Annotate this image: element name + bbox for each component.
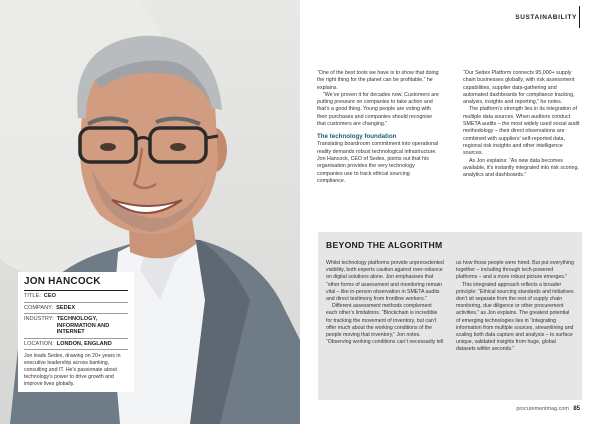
paragraph: “Our Sedex Platform connects 95,000+ supply chain businesses globally, with risk assessment capabilities, supplier data-gathering and automated dashboards for compliance tracking, analysis, insights and reporting,” he notes. (463, 70, 575, 106)
field-label: COMPANY: (24, 304, 54, 311)
profile-card (18, 272, 134, 392)
page-footer (516, 406, 580, 412)
article-column-right (463, 70, 581, 179)
paragraph: “We’ve proven it for decades now. Customers are putting pressure on companies to take action and that’s a good thing. Young people are voting with their purchases and companies should recognise that customers are changing.” (317, 91, 439, 128)
box-title: BEYOND THE ALGORITHM (326, 240, 443, 250)
paragraph: Different assessment methods complement each other’s limitations. “Blockchain is incredible for tracking the movement of inventory, but can’t offer much about the working conditions of the people moving that inventory,” Jon notes. “Observing working conditions can’t necessarily tell (326, 303, 444, 346)
article-page (300, 0, 600, 424)
profile-bio: Jon leads Sedex, drawing on 20+ years in executive leadership across banking, consulting and IT. He's passionate about technology's power to drive growth and improve lives globally. (24, 353, 121, 387)
profile-field-industry (24, 314, 128, 339)
section-divider (579, 6, 580, 28)
paragraph: As Jon explains: “As new data becomes available, it’s instantly integrated into risk scoring, analytics and dashboards.” (463, 157, 579, 179)
profile-name: JON HANCOCK (24, 276, 128, 291)
footer-site: procurementmag.com (516, 406, 569, 412)
paragraph: The platform’s strength lies in its integration of multiple data sources. When auditors conduct SMETA audits – the most widely used social audit methodology – their direct observations are combined with suppliers’ self-reported data, regional risk insights and other intelligence sources. (463, 106, 580, 157)
paragraph: “One of the best tools we have is to show that doing the right thing for the planet can be profitable,” he explains. (317, 70, 439, 91)
paragraph: us how those people were hired. But put everything together – including through tech-powered platforms – and a more robust picture emerges.” (456, 260, 574, 281)
paragraph: Translating boardroom commitment into operational reality demands robust technological infrastructure. Jon Hancock, CEO of Sedex, points out that his organisation provides the very technology companies use to track ethical sourcing compliance. (317, 141, 439, 184)
box-column-right (456, 260, 574, 354)
field-value: CEO (43, 293, 56, 299)
field-label: LOCATION: (24, 340, 54, 347)
field-value: TECHNOLOGY, INFORMATION AND INTERNET (56, 316, 110, 335)
article-column-left (317, 70, 439, 185)
field-label: INDUSTRY: (24, 316, 54, 322)
profile-field-location (24, 339, 128, 351)
field-label: TITLE: (24, 293, 41, 299)
field-value: LONDON, ENGLAND (56, 340, 112, 347)
profile-field-company (24, 303, 128, 315)
field-value: SEDEX (56, 304, 76, 311)
page-number: 85 (573, 406, 580, 412)
box-column-left (326, 260, 444, 346)
paragraph: This integrated approach reflects a broader principle: “Ethical sourcing standards and initiatives don’t sit separate from the rest of supply chain monitoring, due diligence or other procurement activities,” as Jon explains. The greatest potential of emerging technologies lies in “integrating information from multiple sources, streamlining and scaling both data capture and analysis – to surface unique, validated insights from huge, global datasets within seconds.” (456, 281, 574, 353)
paragraph: Whilst technology platforms provide unprecedented visibility, both experts caution against over-reliance on digital solutions alone. Jon emphasises that “other forms of assessment and monitoring remain vital – like in-person observation in SMETA audits and direct testimony from frontline workers.” (326, 260, 444, 303)
profile-field-title (24, 291, 128, 303)
section-tag: SUSTAINABILITY (515, 14, 577, 21)
sidebar-box (318, 232, 582, 400)
subheading: The technology foundation (317, 133, 397, 141)
